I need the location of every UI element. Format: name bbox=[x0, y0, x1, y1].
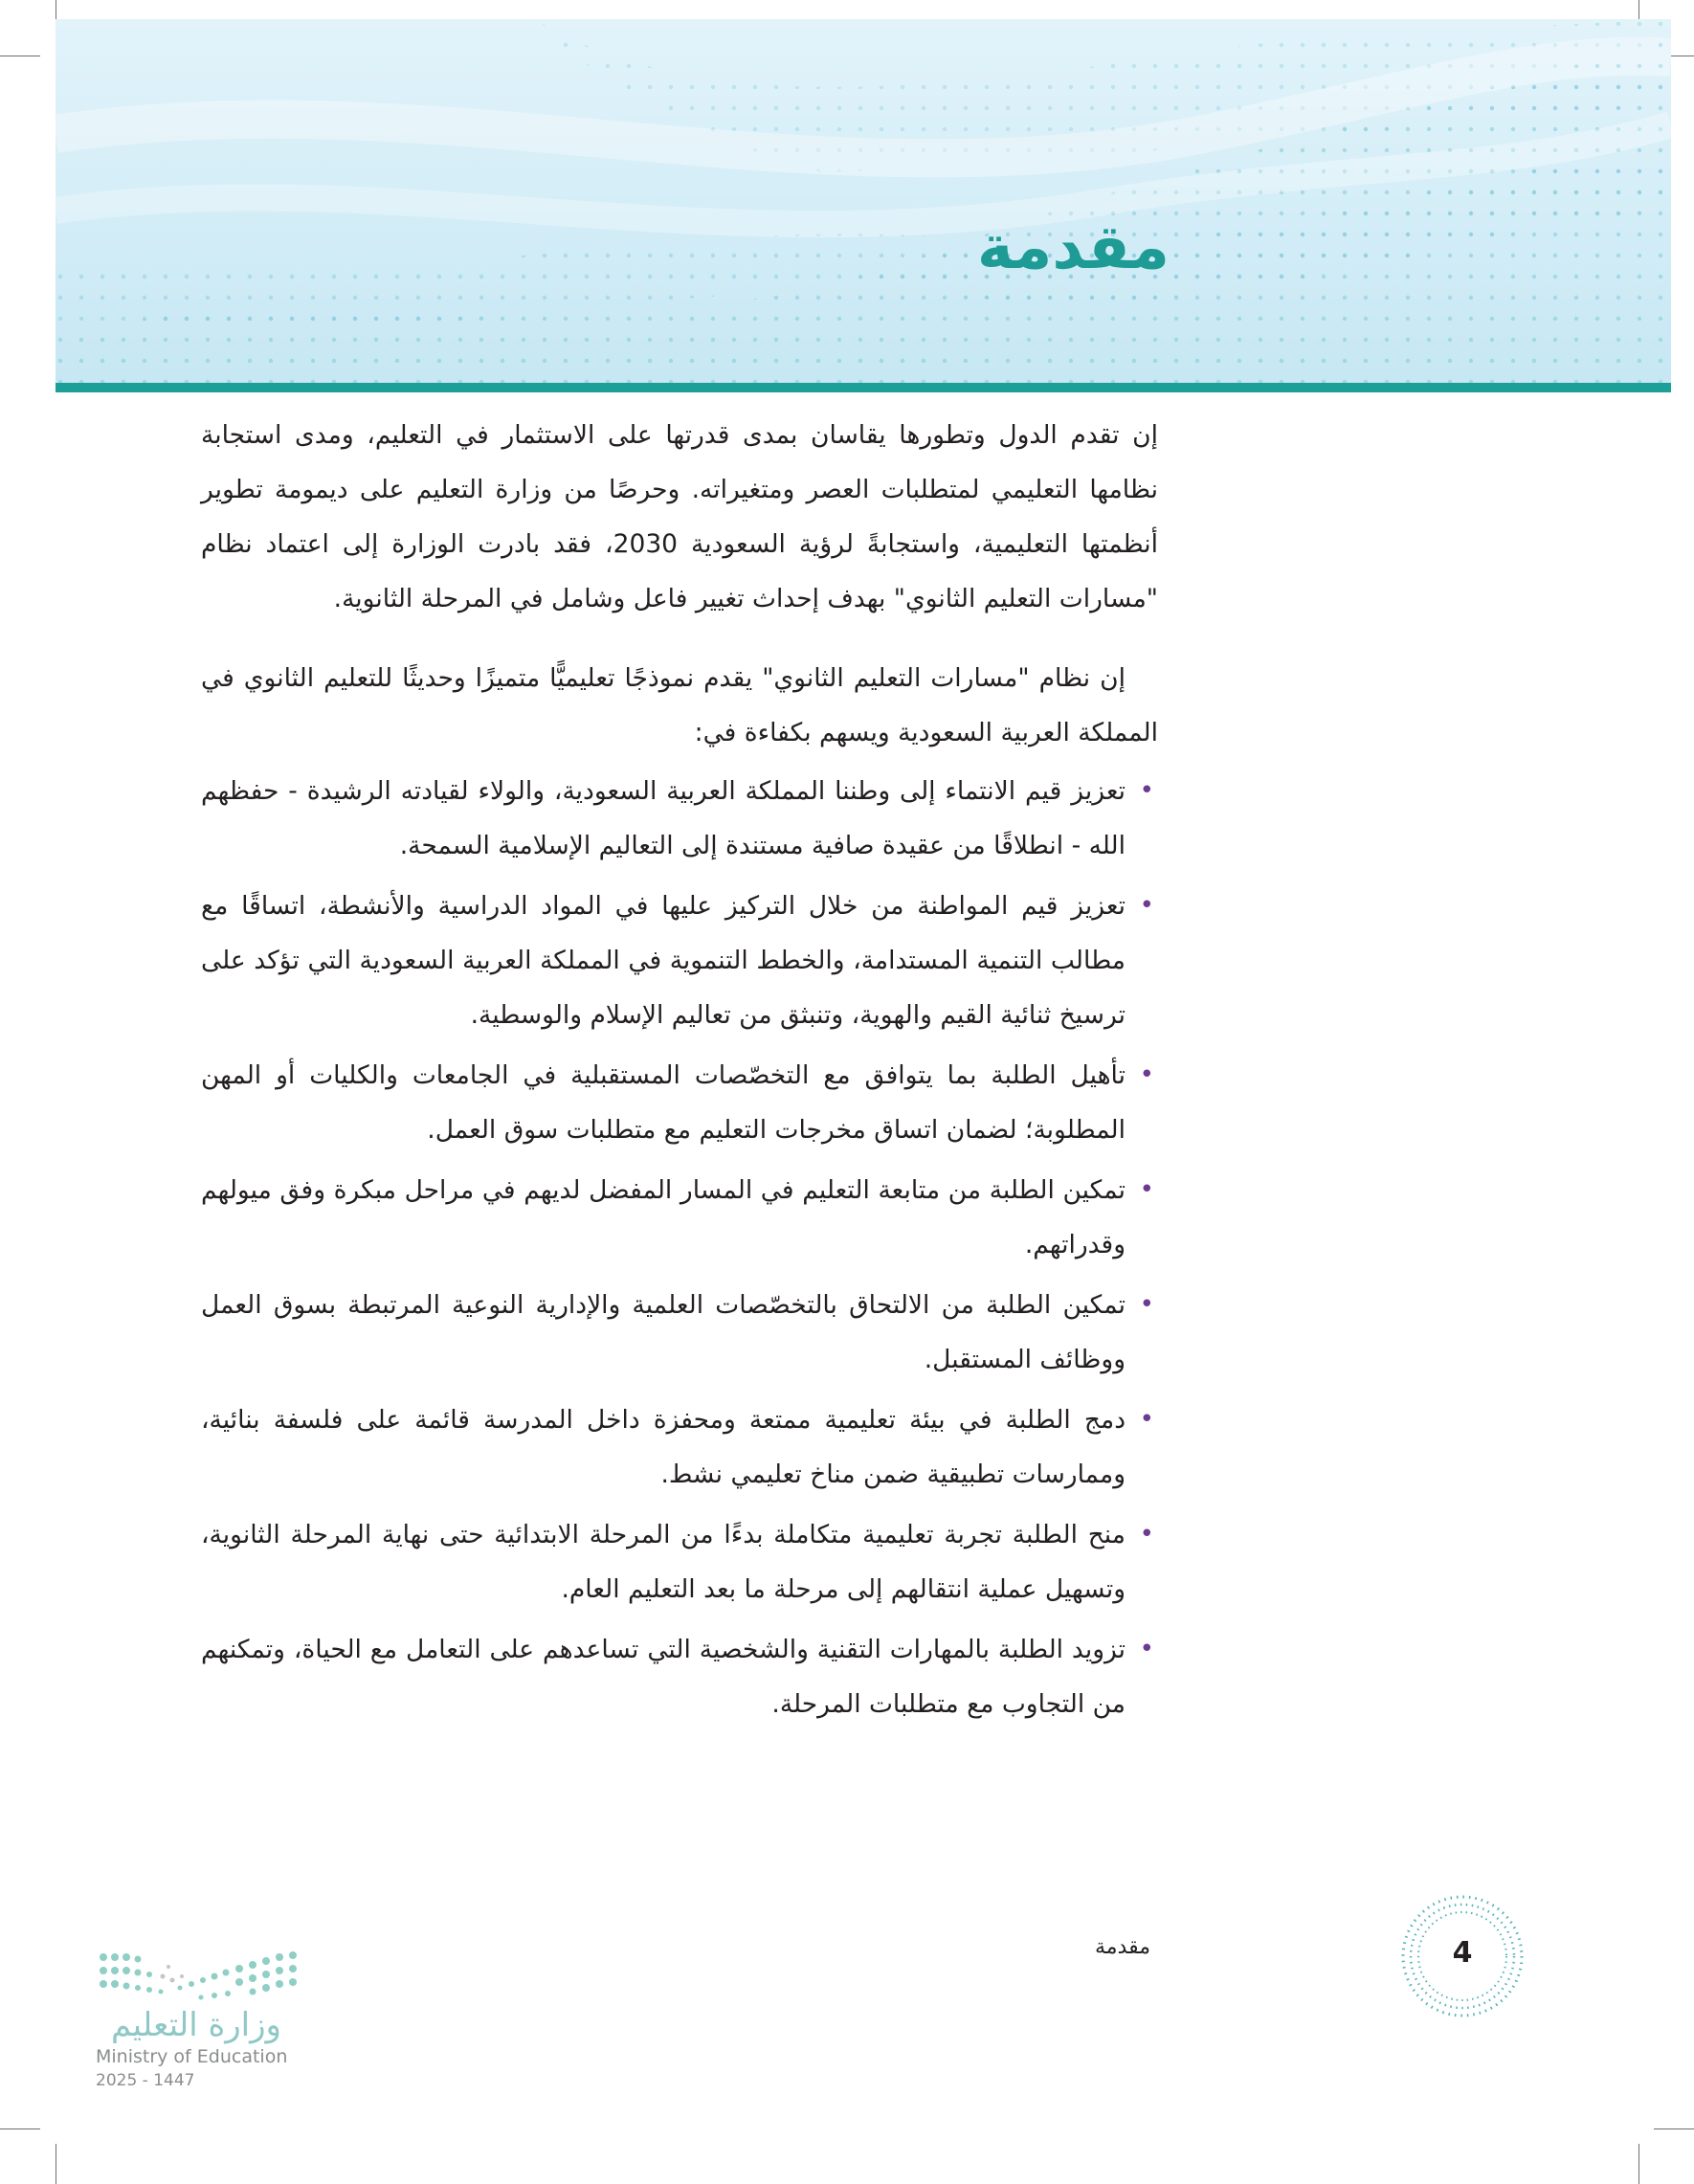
intro-paragraph: إن تقدم الدول وتطورها يقاسان بمدى قدرتها على الاستثمار في التعليم، ومدى استجابة نظامها التعليمي لمتطلبات العصر ومتغيراته. وحرصًا من وزارة التعليم على ديمومة تطوير أنظمتها التعليمية، واستجابةً لرؤية السعودية 2030، فقد بادرت الوزارة إلى اعتماد نظام "مسارات التعليم الثانوي" بهدف إحداث تغيير فاعل وشامل في المرحلة الثانوية. bbox=[201, 420, 1158, 613]
list-item: • منح الطلبة تجربة تعليمية متكاملة بدءًا من المرحلة الابتدائية حتى نهاية المرحلة الثانوية، وتسهيل عملية انتقالهم إلى مرحلة ما بعد التعليم العام. bbox=[201, 1507, 1126, 1616]
goals-list bbox=[201, 764, 1158, 1731]
bullet-icon: • bbox=[1139, 776, 1154, 805]
ministry-name-english: Ministry of Education bbox=[96, 2046, 288, 2067]
page-title: مقدمة bbox=[976, 212, 1170, 283]
dotted-wave-pattern bbox=[56, 19, 1671, 383]
footer-section-label: مقدمة bbox=[1094, 1935, 1150, 1959]
bullet-icon: • bbox=[1139, 1520, 1154, 1549]
page-number: 4 bbox=[1452, 1936, 1473, 1970]
bullet-icon: • bbox=[1139, 1175, 1154, 1204]
list-item: • تأهيل الطلبة بما يتوافق مع التخصّصات المستقبلية في الجامعات والكليات أو المهن المطلوبة؛ لضمان اتساق مخرجات التعليم مع متطلبات سوق العمل. bbox=[201, 1048, 1126, 1157]
bullet-icon: • bbox=[1139, 1290, 1154, 1319]
bullet-icon: • bbox=[1139, 1060, 1154, 1089]
bullet-icon: • bbox=[1139, 891, 1154, 920]
header-banner bbox=[56, 19, 1671, 383]
crop-mark bbox=[1654, 2128, 1694, 2129]
ministry-name-arabic: وزارة التعليم bbox=[111, 2006, 281, 2044]
crop-mark bbox=[0, 2128, 40, 2129]
edition-year: 2025 - 1447 bbox=[96, 2071, 195, 2090]
list-item: • تزويد الطلبة بالمهارات التقنية والشخصية التي تساعدهم على التعامل مع الحياة، وتمكنهم من التجاوب مع متطلبات المرحلة. bbox=[201, 1622, 1126, 1731]
list-item: • تمكين الطلبة من متابعة التعليم في المسار المفضل لديهم في مراحل مبكرة وفق ميولهم وقدراتهم. bbox=[201, 1163, 1126, 1272]
header-accent-bar bbox=[56, 383, 1671, 392]
list-item: • دمج الطلبة في بيئة تعليمية ممتعة ومحفزة داخل المدرسة قائمة على فلسفة بنائية، وممارسات تطبيقية ضمن مناخ تعليمي نشط. bbox=[201, 1393, 1126, 1502]
list-item: • تعزيز قيم الانتماء إلى وطننا المملكة العربية السعودية، والولاء لقيادته الرشيدة - حفظهم الله - انطلاقًا من عقيدة صافية مستندة إلى التعاليم الإسلامية السمحة. bbox=[201, 764, 1126, 873]
main-content bbox=[201, 408, 1158, 1737]
bullet-icon: • bbox=[1139, 1635, 1154, 1663]
second-paragraph: إن نظام "مسارات التعليم الثانوي" يقدم نموذجًا تعليميًّا متميزًا وحديثًا للتعليم الثانوي في المملكة العربية السعودية ويسهم بكفاءة في: bbox=[201, 663, 1158, 747]
crop-mark bbox=[1638, 2144, 1639, 2184]
list-item: • تعزيز قيم المواطنة من خلال التركيز عليها في المواد الدراسية والأنشطة، اتساقًا مع مطالب التنمية المستدامة، والخطط التنموية في المملكة العربية السعودية التي تؤكد على ترسيخ ثنائية القيم والهوية، وتنبثق من تعاليم الإسلام والوسطية. bbox=[201, 879, 1126, 1042]
ministry-logo-icon bbox=[96, 1914, 316, 2067]
list-item: • تمكين الطلبة من الالتحاق بالتخصّصات العلمية والإدارية النوعية المرتبطة بسوق العمل ووظائف المستقبل. bbox=[201, 1278, 1126, 1387]
bullet-icon: • bbox=[1139, 1405, 1154, 1434]
